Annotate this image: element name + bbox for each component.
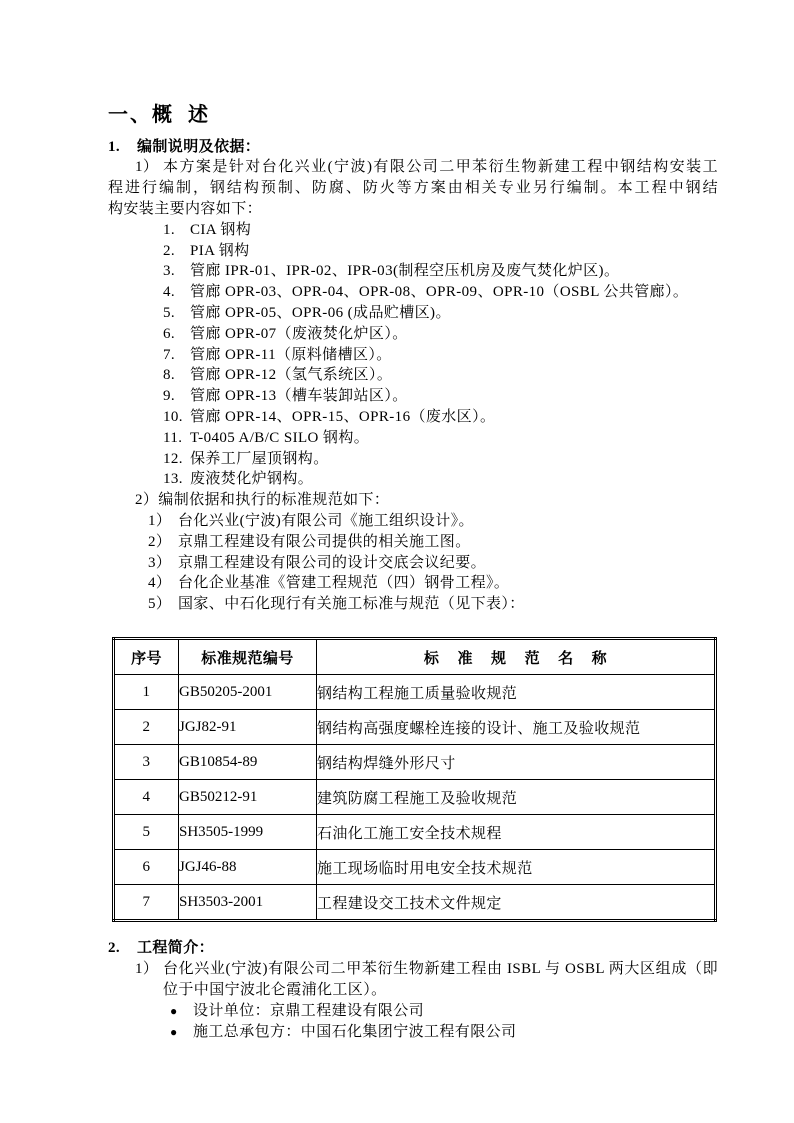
cell-no: 6	[114, 850, 179, 885]
scope-item-number: 8.	[163, 367, 176, 384]
scope-item-text: T-0405 A/B/C SILO 钢构。	[190, 429, 370, 446]
scope-item-text: 管廊 OPR-14、OPR-15、OPR-16（废水区）。	[190, 408, 496, 425]
cell-code: GB50205-2001	[179, 675, 317, 710]
cell-no: 2	[114, 710, 179, 745]
scope-item	[0, 241, 794, 262]
scope-item-text: CIA 钢构	[190, 221, 252, 238]
bullet-text: 施工总承包方：中国石化集团宁波工程有限公司	[193, 1023, 517, 1040]
basis-item	[0, 532, 794, 553]
header-code: 标准规范编号	[179, 639, 317, 675]
scope-item	[0, 345, 794, 366]
standards-table	[112, 637, 717, 922]
cell-no: 1	[114, 675, 179, 710]
scope-item	[0, 282, 794, 303]
paragraph-text: 构安装主要内容如下：	[108, 200, 263, 217]
bullet-icon: ●	[170, 1003, 178, 1018]
scope-item	[0, 303, 794, 324]
scope-item	[0, 365, 794, 386]
cell-name: 工程建设交工技术文件规定	[317, 885, 716, 921]
basis-item	[0, 553, 794, 574]
section-2	[0, 938, 794, 1043]
chapter-title: 一、概 述	[108, 104, 210, 126]
cell-no: 7	[114, 885, 179, 921]
basis-item-text: 国家、中石化现行有关施工标准与规范（见下表）：	[178, 596, 525, 613]
scope-item-number: 11.	[163, 429, 183, 446]
cell-name: 钢结构焊缝外形尺寸	[317, 745, 716, 780]
scope-item-text: PIA 钢构	[190, 242, 250, 259]
table-row	[114, 850, 716, 885]
bullet-item	[0, 1022, 794, 1043]
section-1-heading	[0, 137, 794, 158]
cell-name: 石油化工施工安全技术规程	[317, 815, 716, 850]
scope-item-text: 废液焚化炉钢构。	[190, 471, 314, 488]
cell-name: 施工现场临时用电安全技术规范	[317, 850, 716, 885]
scope-item	[0, 386, 794, 407]
intro-paragraph-line	[0, 157, 794, 178]
scope-item-number: 6.	[163, 325, 176, 342]
intro-paragraph-line	[0, 178, 794, 199]
table-row	[114, 675, 716, 710]
section-number: 1.	[108, 138, 121, 155]
paragraph-number: 1）	[135, 960, 159, 977]
bullet-item	[0, 1001, 794, 1022]
section-1	[0, 137, 794, 615]
section-heading-text: 工程简介：	[137, 939, 215, 956]
scope-item	[0, 324, 794, 345]
scope-item-number: 5.	[163, 304, 176, 321]
basis-item-number: 3）	[148, 554, 172, 571]
basis-item	[0, 511, 794, 532]
scope-item-number: 3.	[163, 263, 176, 280]
header-no: 序号	[114, 639, 179, 675]
basis-intro-text: 2）编制依据和执行的标准规范如下：	[135, 492, 390, 509]
basis-item-text: 京鼎工程建设有限公司提供的相关施工图。	[178, 533, 471, 550]
scope-item-number: 10.	[163, 408, 183, 425]
scope-item	[0, 407, 794, 428]
basis-item-number: 2）	[148, 533, 172, 550]
cell-code: GB10854-89	[179, 745, 317, 780]
header-name: 标 准 规 范 名 称	[317, 639, 716, 675]
scope-item-number: 1.	[163, 221, 176, 238]
overview-paragraph-line	[0, 959, 794, 980]
table-row	[114, 745, 716, 780]
scope-item-text: 管廊 IPR-01、IPR-02、IPR-03(制程空压机房及废气焚化炉区)。	[190, 263, 620, 280]
table-row	[114, 815, 716, 850]
basis-item-number: 1）	[148, 512, 172, 529]
overview-paragraph-line	[0, 980, 794, 1001]
table-row	[114, 885, 716, 921]
basis-item-text: 台化兴业(宁波)有限公司《施工组织设计》。	[178, 512, 474, 529]
scope-item-text: 管廊 OPR-07（废液焚化炉区）。	[190, 325, 408, 342]
scope-item	[0, 449, 794, 470]
cell-name: 钢结构高强度螺栓连接的设计、施工及验收规范	[317, 710, 716, 745]
cell-code: JGJ46-88	[179, 850, 317, 885]
cell-no: 3	[114, 745, 179, 780]
scope-item	[0, 261, 794, 282]
intro-paragraph-line	[0, 199, 794, 220]
scope-item	[0, 220, 794, 241]
scope-item-number: 2.	[163, 242, 176, 259]
basis-item-number: 4）	[148, 575, 172, 592]
basis-item	[0, 573, 794, 594]
cell-name: 建筑防腐工程施工及验收规范	[317, 780, 716, 815]
bullet-icon: ●	[170, 1024, 178, 1039]
scope-item	[0, 428, 794, 449]
cell-code: SH3505-1999	[179, 815, 317, 850]
scope-item-text: 管廊 OPR-13（槽车装卸站区）。	[190, 388, 408, 405]
basis-item-number: 5）	[148, 596, 172, 613]
scope-item-text: 保养工厂屋顶钢构。	[190, 450, 329, 467]
basis-intro-line	[0, 490, 794, 511]
paragraph-text: 程进行编制，钢结构预制、防腐、防火等方案由相关专业另行编制。本工程中钢结	[108, 180, 718, 197]
cell-no: 4	[114, 780, 179, 815]
cell-code: JGJ82-91	[179, 710, 317, 745]
paragraph-text: 本方案是针对台化兴业(宁波)有限公司二甲苯衍生物新建工程中钢结构安装工	[163, 159, 718, 176]
section-2-heading	[0, 938, 794, 959]
basis-item-text: 台化企业基准《管建工程规范（四）钢骨工程》。	[178, 575, 510, 592]
basis-item	[0, 594, 794, 615]
paragraph-text: 位于中国宁波北仑霞浦化工区）。	[163, 981, 387, 998]
table-header-row	[114, 639, 716, 675]
table-row	[114, 780, 716, 815]
scope-item-text: 管廊 OPR-05、OPR-06 (成品贮槽区)。	[190, 304, 451, 321]
scope-item-text: 管廊 OPR-12（氢气系统区）。	[190, 367, 393, 384]
section-number: 2.	[108, 939, 121, 956]
scope-item-text: 管廊 OPR-11（原料储槽区）。	[190, 346, 392, 363]
scope-item-number: 9.	[163, 388, 176, 405]
basis-item-text: 京鼎工程建设有限公司的设计交底会议纪要。	[178, 554, 487, 571]
section-heading-text: 编制说明及依据：	[137, 138, 261, 155]
bullet-text: 设计单位：京鼎工程建设有限公司	[193, 1002, 425, 1019]
paragraph-number: 1）	[135, 159, 159, 176]
paragraph-text: 台化兴业(宁波)有限公司二甲苯衍生物新建工程由 ISBL 与 OSBL 两大区组成（即	[163, 960, 718, 977]
scope-item-number: 12.	[163, 450, 183, 467]
scope-item-number: 7.	[163, 346, 176, 363]
scope-item-number: 13.	[163, 471, 183, 488]
scope-item-text: 管廊 OPR-03、OPR-04、OPR-08、OPR-09、OPR-10（OSBL 公共管廊）。	[190, 284, 689, 301]
cell-name: 钢结构工程施工质量验收规范	[317, 675, 716, 710]
table-row	[114, 710, 716, 745]
scope-item-number: 4.	[163, 284, 176, 301]
cell-code: SH3503-2001	[179, 885, 317, 921]
cell-code: GB50212-91	[179, 780, 317, 815]
scope-item	[0, 469, 794, 490]
cell-no: 5	[114, 815, 179, 850]
